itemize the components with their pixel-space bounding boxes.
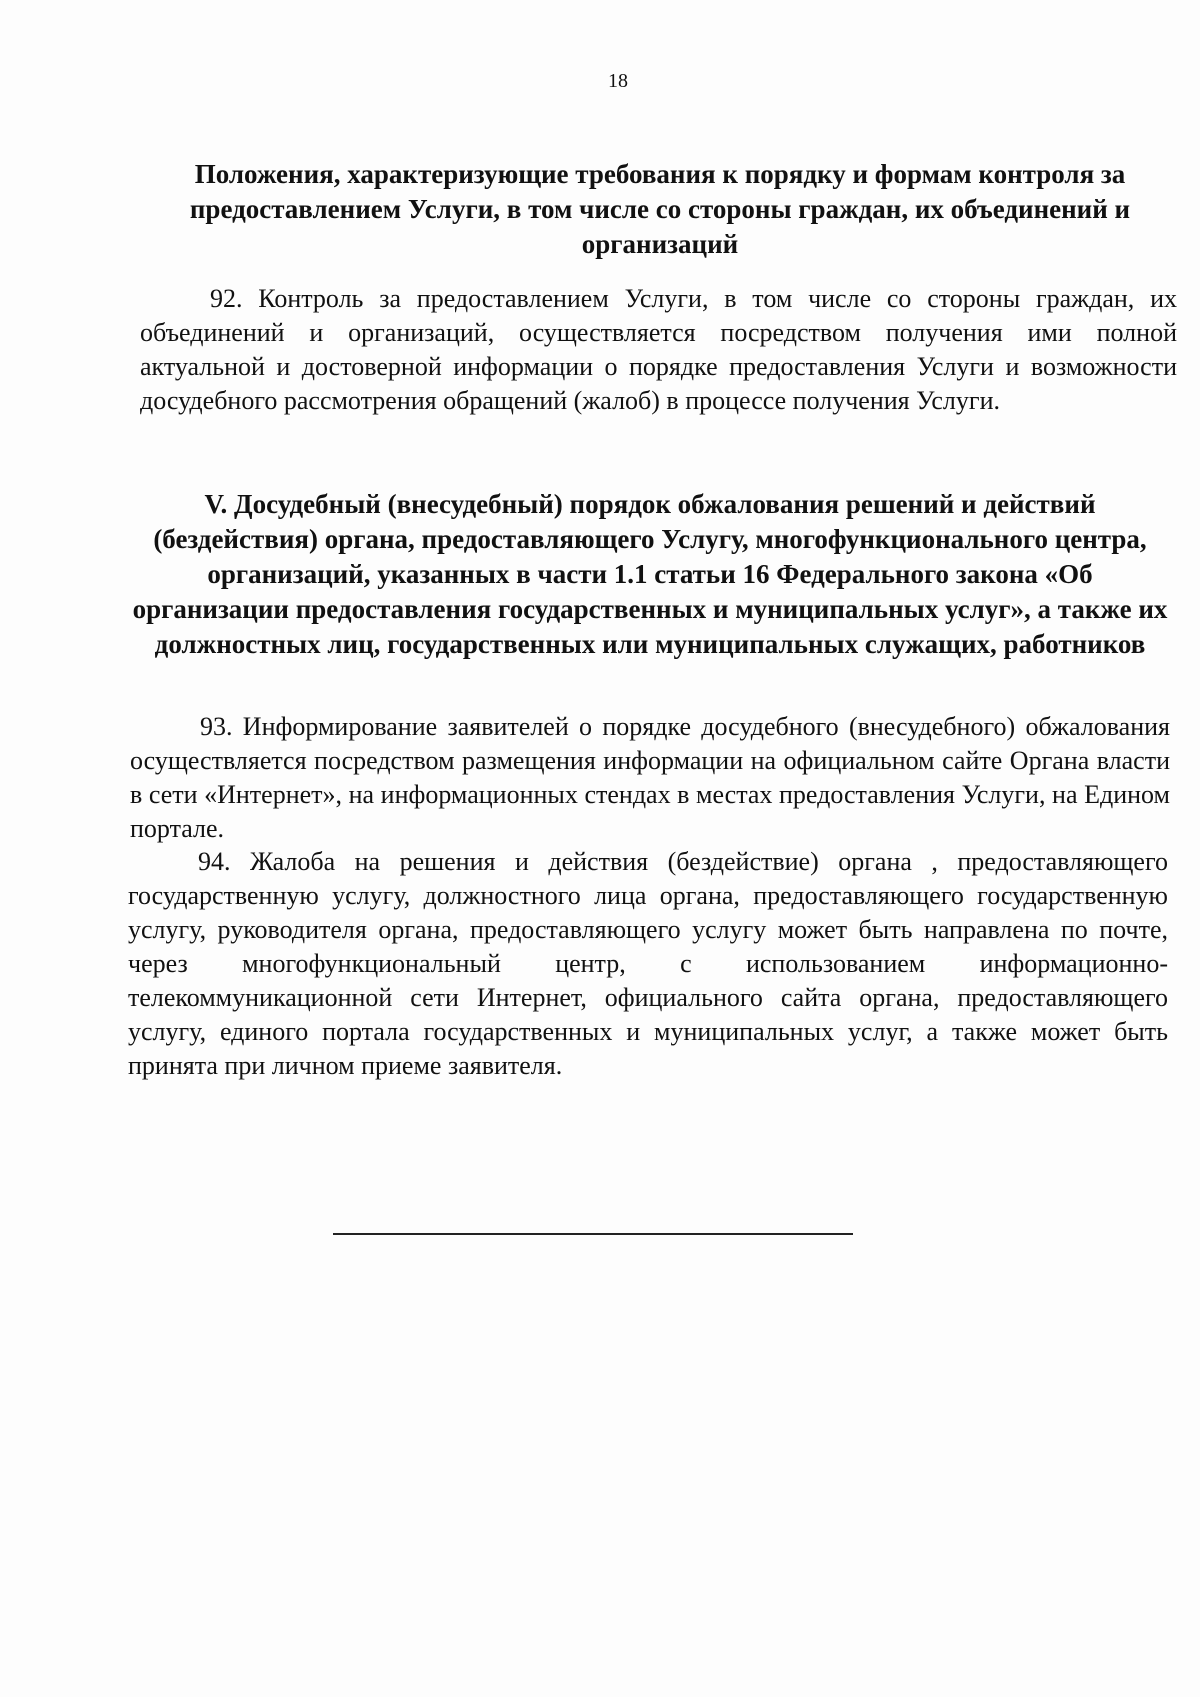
section-heading-appeal: V. Досудебный (внесудебный) порядок обжалования решений и действий (бездействия) органа, предоставляющего Услугу, многофункционального центра, организаций, указанных в части 1.1 статьи 16 Федерального закона «Об организации предоставления государственных и муниципальных услуг», а также их должностных лиц, государственных или муниципальных служащих, работников xyxy=(132,489,1168,659)
end-of-document-line xyxy=(333,1233,853,1235)
paragraph-93: 93. Информирование заявителей о порядке досудебного (внесудебного) обжалования осуществляется посредством размещения информации на официальном сайте Органа власти в сети «Интернет», на информационных стендах в местах предоставления Услуги, на Едином портале. xyxy=(130,712,1170,843)
paragraph-92: 92. Контроль за предоставлением Услуги, в том числе со стороны граждан, их объединений и организаций, осуществляется посредством получения ими полной актуальной и достоверной информации о порядке предоставления Услуги и возможности досудебного рассмотрения обращений (жалоб) в процессе получения Услуги. xyxy=(140,284,1177,415)
section-heading-control: Положения, характеризующие требования к порядку и формам контроля за предоставлением Услуги, в том числе со стороны граждан, их объединений и организаций xyxy=(189,159,1131,259)
paragraph-94: 94. Жалоба на решения и действия (бездействие) органа , предоставляющего государственную услугу, должностного лица органа, предоставляющего государственную услугу, руководителя органа, предоставляющего услугу может быть направлена по почте, через многофункциональный центр, с использованием информационно-телекоммуникационной сети Интернет, официального сайта органа, предоставляющего услугу, единого портала государственных и муниципальных услуг, а также может быть принята при личном приеме заявителя. xyxy=(128,847,1168,1080)
page-number: 18 xyxy=(608,70,628,92)
